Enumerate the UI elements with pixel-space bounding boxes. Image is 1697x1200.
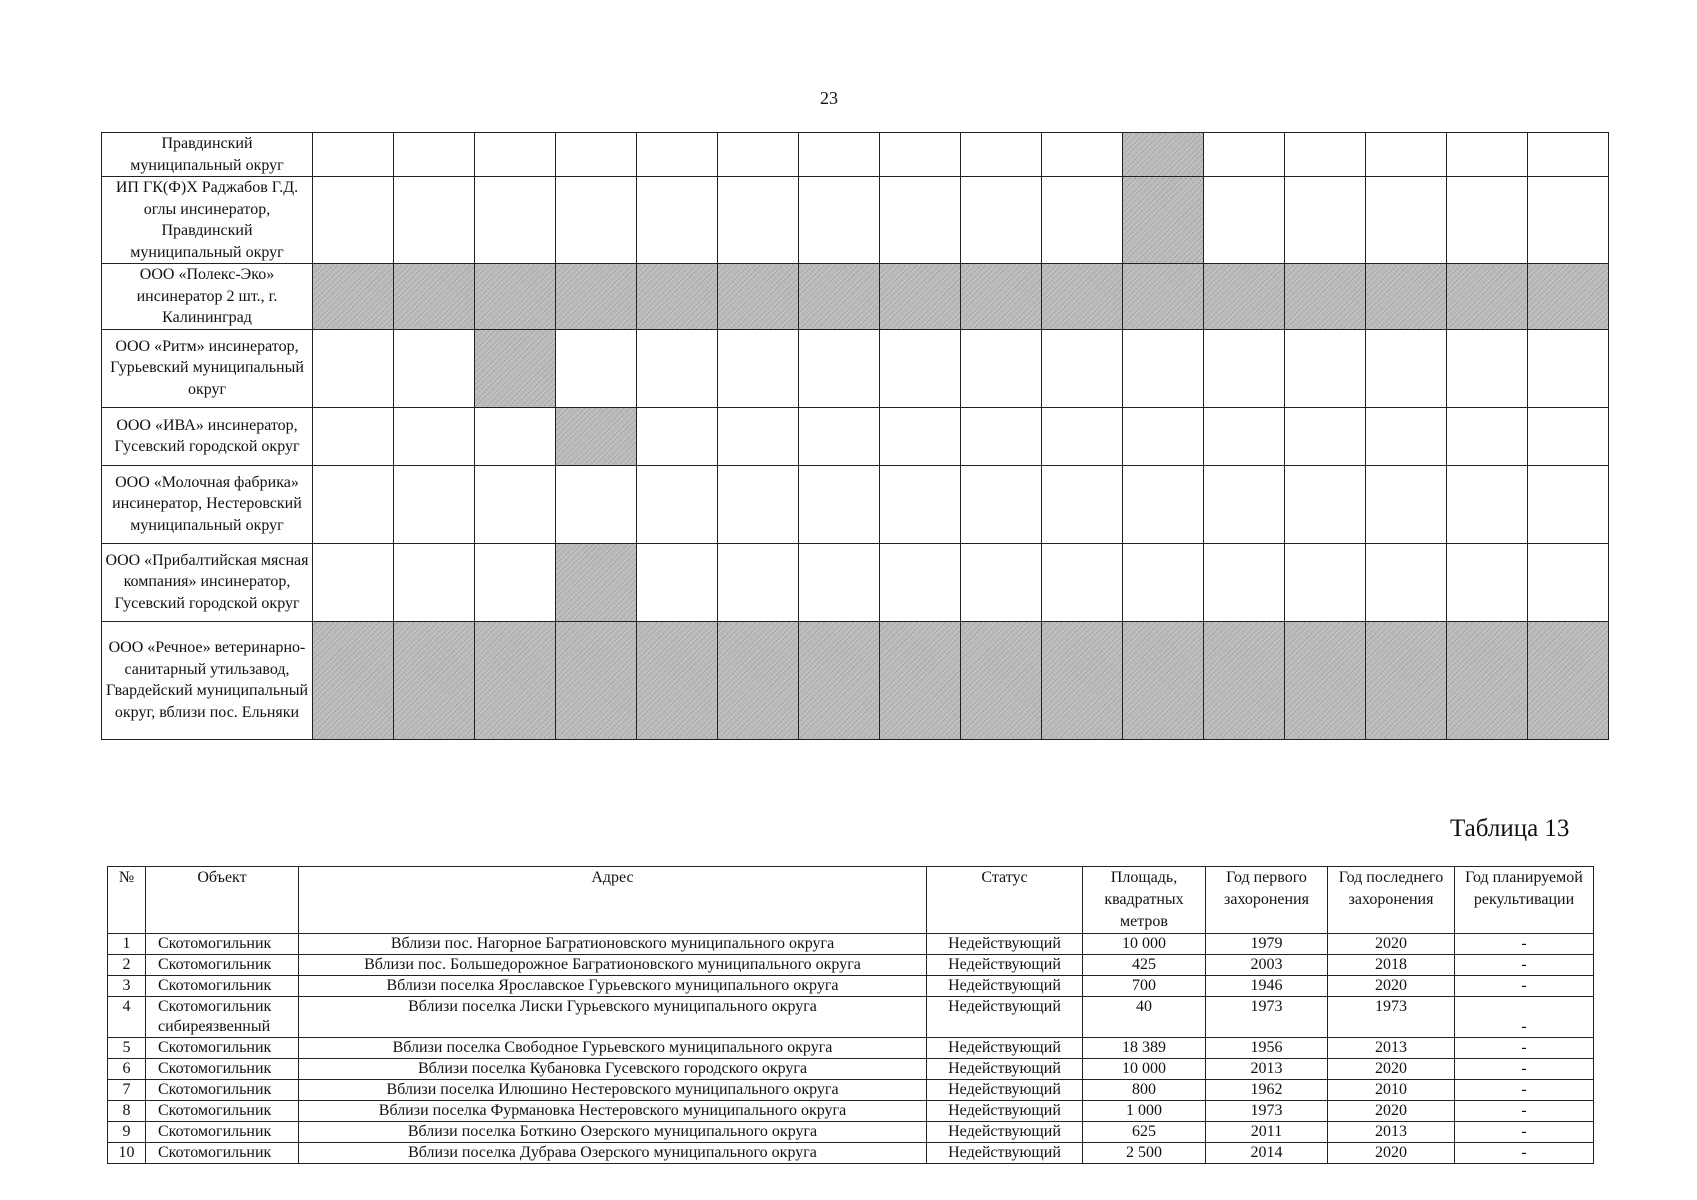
grid-cell [556, 177, 637, 264]
row-object: Скотомогильник [146, 1059, 299, 1080]
grid-cell-shaded [1528, 264, 1609, 330]
row-status: Недействующий [927, 1080, 1083, 1101]
grid-cell-shaded [1285, 621, 1366, 739]
grid-cell [313, 177, 394, 264]
grid-cell-shaded [961, 264, 1042, 330]
grid-cell-shaded [313, 264, 394, 330]
grid-cell [313, 133, 394, 177]
grid-cell [1447, 329, 1528, 407]
row-area: 1 000 [1083, 1101, 1206, 1122]
header-area: Площадь, квадратных метров [1083, 867, 1206, 934]
row-address: Вблизи поселка Свободное Гурьевского муниципального округа [299, 1038, 927, 1059]
grid-cell [637, 133, 718, 177]
row-area: 625 [1083, 1122, 1206, 1143]
grid-cell-shaded [475, 329, 556, 407]
grid-cell [1123, 407, 1204, 465]
grid-cell [880, 407, 961, 465]
shaded-grid-table [101, 132, 1609, 740]
grid-cell [313, 543, 394, 621]
row-area: 40 [1083, 997, 1206, 1038]
grid-cell [475, 543, 556, 621]
grid-cell-shaded [799, 264, 880, 330]
grid-row [102, 177, 1609, 264]
grid-cell [313, 465, 394, 543]
grid-cell [1123, 329, 1204, 407]
grid-row [102, 133, 1609, 177]
grid-cell [556, 329, 637, 407]
grid-cell-shaded [1447, 621, 1528, 739]
grid-cell-shaded [1447, 264, 1528, 330]
grid-cell-shaded [556, 264, 637, 330]
grid-cell-shaded [556, 543, 637, 621]
grid-row-label: ООО «Молочная фабрика» инсинератор, Нестеровский муниципальный округ [102, 465, 313, 543]
header-object: Объект [146, 867, 299, 934]
row-num: 7 [108, 1080, 146, 1101]
grid-cell [313, 329, 394, 407]
row-recult-year: - [1455, 955, 1594, 976]
grid-row-label: ООО «ИВА» инсинератор, Гусевский городской округ [102, 407, 313, 465]
grid-cell-shaded [394, 264, 475, 330]
grid-row-label: ООО «Речное» ветеринарно-санитарный утильзавод, Гвардейский муниципальный округ, вблизи пос. Ельняки [102, 621, 313, 739]
grid-cell [394, 465, 475, 543]
grid-cell [1447, 177, 1528, 264]
row-object: Скотомогильник [146, 934, 299, 955]
grid-cell [1042, 407, 1123, 465]
grid-cell-shaded [1123, 621, 1204, 739]
grid-cell [718, 177, 799, 264]
header-status: Статус [927, 867, 1083, 934]
grid-cell [1366, 543, 1447, 621]
grid-cell [1528, 177, 1609, 264]
row-first-year: 1973 [1206, 997, 1328, 1038]
grid-cell-shaded [475, 264, 556, 330]
header-address: Адрес [299, 867, 927, 934]
row-address: Вблизи поселка Дубрава Озерского муниципального округа [299, 1143, 927, 1164]
grid-cell [1366, 465, 1447, 543]
row-num: 8 [108, 1101, 146, 1122]
row-first-year: 1973 [1206, 1101, 1328, 1122]
grid-cell-shaded [475, 621, 556, 739]
grid-cell-shaded [961, 621, 1042, 739]
grid-cell [880, 465, 961, 543]
grid-cell [1123, 465, 1204, 543]
grid-cell-shaded [1042, 264, 1123, 330]
grid-cell [1528, 543, 1609, 621]
row-object: Скотомогильник сибиреязвенный [146, 997, 299, 1038]
row-first-year: 2011 [1206, 1122, 1328, 1143]
page-number: 23 [820, 88, 838, 108]
grid-cell-shaded [1123, 177, 1204, 264]
grid-cell [880, 133, 961, 177]
grid-cell [1042, 133, 1123, 177]
table-row [108, 1122, 1594, 1143]
row-address: Вблизи поселка Ярославское Гурьевского муниципального округа [299, 976, 927, 997]
header-num: № [108, 867, 146, 934]
grid-row-label: ИП ГК(Ф)Х Раджабов Г.Д. оглы инсинератор, Правдинский муниципальный округ [102, 177, 313, 264]
grid-cell-shaded [1123, 264, 1204, 330]
table-row [108, 955, 1594, 976]
row-area: 425 [1083, 955, 1206, 976]
grid-cell-shaded [880, 264, 961, 330]
grid-cell [799, 543, 880, 621]
row-object: Скотомогильник [146, 1122, 299, 1143]
grid-cell-shaded [1285, 264, 1366, 330]
row-object: Скотомогильник [146, 1080, 299, 1101]
row-object: Скотомогильник [146, 976, 299, 997]
grid-cell [394, 177, 475, 264]
grid-cell-shaded [718, 621, 799, 739]
table-row [108, 1101, 1594, 1122]
table-row [108, 934, 1594, 955]
grid-cell [799, 133, 880, 177]
row-address: Вблизи поселка Боткино Озерского муниципального округа [299, 1122, 927, 1143]
row-area: 800 [1083, 1080, 1206, 1101]
table-row [108, 1143, 1594, 1164]
row-first-year: 2014 [1206, 1143, 1328, 1164]
row-recult-year: - [1455, 1059, 1594, 1080]
row-last-year: 2020 [1328, 1059, 1455, 1080]
row-recult-year: - [1455, 1143, 1594, 1164]
grid-cell [1447, 543, 1528, 621]
grid-cell [475, 177, 556, 264]
grid-cell [475, 133, 556, 177]
row-object: Скотомогильник [146, 1143, 299, 1164]
grid-cell [1204, 543, 1285, 621]
grid-cell [1285, 177, 1366, 264]
cattle-burial-table [107, 866, 1594, 1164]
row-status: Недействующий [927, 1038, 1083, 1059]
row-num: 3 [108, 976, 146, 997]
grid-cell [1042, 329, 1123, 407]
grid-cell-shaded [556, 407, 637, 465]
row-first-year: 1962 [1206, 1080, 1328, 1101]
row-address: Вблизи поселка Илюшино Нестеровского муниципального округа [299, 1080, 927, 1101]
row-status: Недействующий [927, 976, 1083, 997]
row-last-year: 2020 [1328, 934, 1455, 955]
row-last-year: 1973 [1328, 997, 1455, 1038]
row-area: 2 500 [1083, 1143, 1206, 1164]
table-caption: Таблица 13 [1450, 815, 1570, 842]
row-area: 10 000 [1083, 934, 1206, 955]
grid-row [102, 543, 1609, 621]
grid-cell [1204, 133, 1285, 177]
grid-cell [1528, 407, 1609, 465]
grid-row [102, 407, 1609, 465]
grid-cell [799, 329, 880, 407]
row-object: Скотомогильник [146, 1101, 299, 1122]
grid-cell [718, 465, 799, 543]
grid-cell-shaded [394, 621, 475, 739]
grid-cell [718, 329, 799, 407]
grid-cell-shaded [556, 621, 637, 739]
row-status: Недействующий [927, 997, 1083, 1038]
grid-cell [1204, 329, 1285, 407]
row-first-year: 1956 [1206, 1038, 1328, 1059]
header-last-year: Год последнего захоронения [1328, 867, 1455, 934]
table-row [108, 997, 1594, 1038]
grid-cell [1285, 465, 1366, 543]
grid-cell-shaded [799, 621, 880, 739]
grid-cell [1042, 465, 1123, 543]
grid-row [102, 621, 1609, 739]
row-last-year: 2020 [1328, 976, 1455, 997]
row-last-year: 2010 [1328, 1080, 1455, 1101]
grid-cell [637, 177, 718, 264]
grid-cell-shaded [880, 621, 961, 739]
grid-cell [1204, 465, 1285, 543]
grid-cell [880, 177, 961, 264]
grid-cell [1447, 465, 1528, 543]
grid-row [102, 465, 1609, 543]
grid-row-label: Правдинский муниципальный округ [102, 133, 313, 177]
row-status: Недействующий [927, 1143, 1083, 1164]
grid-row-label: ООО «Прибалтийская мясная компания» инсинератор, Гусевский городской округ [102, 543, 313, 621]
row-address: Вблизи пос. Большедорожное Багратионовского муниципального округа [299, 955, 927, 976]
row-last-year: 2013 [1328, 1122, 1455, 1143]
row-last-year: 2013 [1328, 1038, 1455, 1059]
row-recult-year: - [1455, 1101, 1594, 1122]
grid-cell [475, 465, 556, 543]
grid-cell [637, 465, 718, 543]
grid-cell [1123, 543, 1204, 621]
table-header-row [108, 867, 1594, 934]
grid-cell [799, 177, 880, 264]
row-recult-year: - [1455, 997, 1594, 1038]
grid-cell [637, 407, 718, 465]
row-recult-year: - [1455, 1122, 1594, 1143]
grid-cell [1042, 543, 1123, 621]
grid-cell [394, 133, 475, 177]
grid-cell [556, 133, 637, 177]
grid-cell [799, 465, 880, 543]
table-row [108, 976, 1594, 997]
grid-cell [1042, 177, 1123, 264]
row-num: 4 [108, 997, 146, 1038]
row-last-year: 2018 [1328, 955, 1455, 976]
grid-cell [961, 329, 1042, 407]
grid-cell [313, 407, 394, 465]
row-recult-year: - [1455, 976, 1594, 997]
table-row [108, 1059, 1594, 1080]
row-object: Скотомогильник [146, 1038, 299, 1059]
row-status: Недействующий [927, 1059, 1083, 1080]
grid-cell [394, 543, 475, 621]
grid-cell [475, 407, 556, 465]
table-body [108, 934, 1594, 1164]
grid-cell [1447, 407, 1528, 465]
row-num: 5 [108, 1038, 146, 1059]
grid-cell [1528, 465, 1609, 543]
row-first-year: 1946 [1206, 976, 1328, 997]
grid-cell [637, 329, 718, 407]
grid-cell [880, 329, 961, 407]
grid-body [102, 133, 1609, 740]
grid-cell [1366, 407, 1447, 465]
grid-cell-shaded [1042, 621, 1123, 739]
grid-cell [1285, 407, 1366, 465]
grid-cell [556, 465, 637, 543]
grid-cell [637, 543, 718, 621]
grid-cell [961, 407, 1042, 465]
row-recult-year: - [1455, 1080, 1594, 1101]
grid-cell-shaded [637, 621, 718, 739]
row-area: 18 389 [1083, 1038, 1206, 1059]
row-object: Скотомогильник [146, 955, 299, 976]
grid-cell-shaded [1123, 133, 1204, 177]
row-address: Вблизи поселка Фурмановка Нестеровского муниципального округа [299, 1101, 927, 1122]
row-status: Недействующий [927, 1101, 1083, 1122]
grid-cell [961, 177, 1042, 264]
grid-cell [394, 329, 475, 407]
grid-cell [961, 543, 1042, 621]
header-recult-year: Год планируемой рекультивации [1455, 867, 1594, 934]
grid-cell-shaded [1366, 264, 1447, 330]
table-row [108, 1080, 1594, 1101]
grid-cell-shaded [1528, 621, 1609, 739]
row-num: 2 [108, 955, 146, 976]
row-status: Недействующий [927, 934, 1083, 955]
row-num: 6 [108, 1059, 146, 1080]
grid-cell-shaded [1204, 621, 1285, 739]
grid-cell [880, 543, 961, 621]
table-row [108, 1038, 1594, 1059]
row-address: Вблизи поселка Лиски Гурьевского муниципального округа [299, 997, 927, 1038]
grid-cell-shaded [313, 621, 394, 739]
row-num: 10 [108, 1143, 146, 1164]
grid-cell [1285, 133, 1366, 177]
row-status: Недействующий [927, 1122, 1083, 1143]
grid-cell [1204, 177, 1285, 264]
grid-row-label: ООО «Полекс-Эко» инсинератор 2 шт., г. Калининград [102, 264, 313, 330]
row-recult-year: - [1455, 1038, 1594, 1059]
grid-cell [1366, 177, 1447, 264]
grid-cell [1285, 329, 1366, 407]
grid-cell [1366, 329, 1447, 407]
grid-cell [961, 465, 1042, 543]
grid-cell-shaded [637, 264, 718, 330]
row-num: 1 [108, 934, 146, 955]
row-num: 9 [108, 1122, 146, 1143]
grid-cell [1528, 133, 1609, 177]
grid-row-label: ООО «Ритм» инсинератор, Гурьевский муниципальный округ [102, 329, 313, 407]
grid-cell [1366, 133, 1447, 177]
grid-cell [799, 407, 880, 465]
grid-cell [1528, 329, 1609, 407]
row-status: Недействующий [927, 955, 1083, 976]
grid-cell-shaded [1366, 621, 1447, 739]
row-first-year: 2003 [1206, 955, 1328, 976]
grid-cell [718, 133, 799, 177]
header-first-year: Год первого захоронения [1206, 867, 1328, 934]
grid-cell [394, 407, 475, 465]
grid-cell [718, 543, 799, 621]
grid-cell-shaded [1204, 264, 1285, 330]
row-recult-year: - [1455, 934, 1594, 955]
grid-cell [961, 133, 1042, 177]
row-address: Вблизи поселка Кубановка Гусевского городского округа [299, 1059, 927, 1080]
row-first-year: 2013 [1206, 1059, 1328, 1080]
grid-row [102, 264, 1609, 330]
row-last-year: 2020 [1328, 1101, 1455, 1122]
grid-cell-shaded [718, 264, 799, 330]
grid-cell [1204, 407, 1285, 465]
grid-cell [1285, 543, 1366, 621]
row-area: 700 [1083, 976, 1206, 997]
row-first-year: 1979 [1206, 934, 1328, 955]
grid-row [102, 329, 1609, 407]
grid-cell [1447, 133, 1528, 177]
grid-cell [718, 407, 799, 465]
row-address: Вблизи пос. Нагорное Багратионовского муниципального округа [299, 934, 927, 955]
row-area: 10 000 [1083, 1059, 1206, 1080]
row-last-year: 2020 [1328, 1143, 1455, 1164]
